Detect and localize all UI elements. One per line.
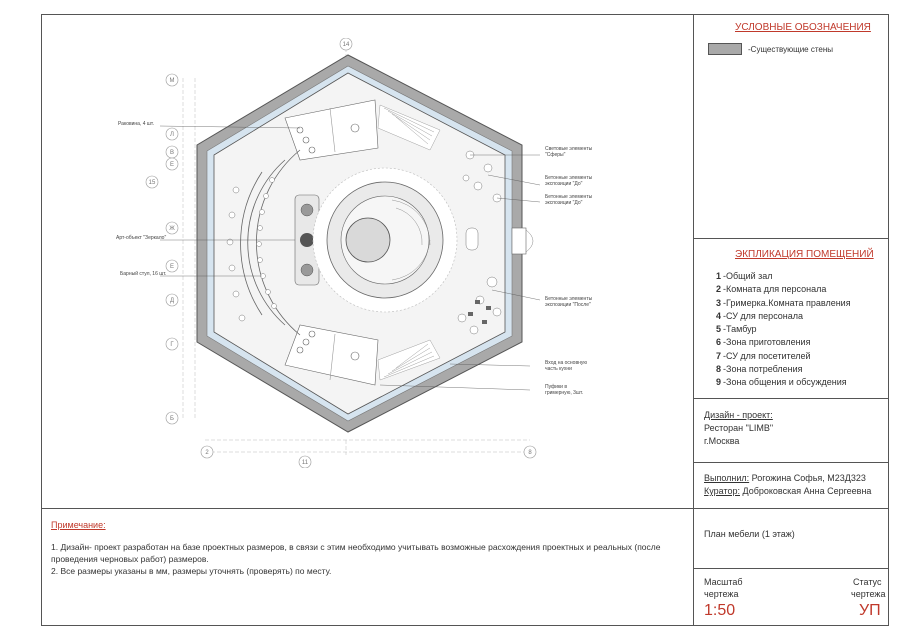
existing-walls-swatch (708, 43, 742, 55)
status-value: УП (859, 602, 881, 619)
svg-text:Д: Д (169, 298, 175, 304)
svg-text:Г: Г (170, 342, 174, 348)
svg-text:Л: Л (170, 132, 174, 138)
svg-text:В: В (169, 150, 175, 156)
floor-plan (125, 38, 565, 468)
title-block-divider (693, 14, 694, 626)
legend-item-label: -Существующие стены (748, 45, 834, 54)
svg-text:15: 15 (148, 180, 156, 186)
project-name: Ресторан "LIMB" (704, 423, 774, 433)
room-item: 6 -Зона приготовления (716, 337, 811, 348)
note-line-3: 2. Все размеры указаны в мм, размеры уточнять (проверять) по месту. (51, 566, 332, 576)
project-divider (693, 462, 889, 463)
room-item: 4 -СУ для персонала (716, 310, 804, 321)
note-line-2: проведения черновых работ) размеров. (51, 554, 209, 564)
room-list (716, 270, 851, 390)
room-item: 1 -Общий зал (716, 271, 773, 281)
room-item: 2 -Комната для персонала (716, 284, 827, 295)
axis-label-bottom-left: 2 (205, 450, 209, 456)
svg-text:Е: Е (169, 162, 175, 168)
entrance-door (512, 228, 533, 254)
room-item: 5 -Тамбур (716, 324, 757, 335)
label-art-object: Арт-объект "Зеркало" (116, 235, 167, 241)
scale-value: 1:50 (704, 602, 736, 619)
sheet-title: План мебели (1 этаж) (704, 529, 795, 539)
axis-label-top: 14 (342, 42, 350, 48)
label-sinks: Раковина, 4 шт. (118, 121, 155, 127)
label-poufs: Пуфики в гримерную, 3шт. (545, 384, 584, 396)
legend-title: УСЛОВНЫЕ ОБОЗНАЧЕНИЯ (735, 22, 871, 33)
svg-text:Б: Б (170, 416, 174, 422)
note-line-1: 1. Дизайн- проект разработан на базе проектных размеров, в связи с этим необходимо учитывать возможные расхождения проектных и реальных (после (51, 542, 661, 552)
svg-text:М: М (169, 78, 175, 84)
svg-text:Ж: Ж (169, 226, 175, 232)
authors-divider (693, 508, 889, 509)
label-bar-stools: Барный стул, 16 шт. (120, 271, 167, 277)
room-item: 3 -Гримерка.Комната правления (716, 297, 851, 308)
label-light-elements: Световые элементы "Сферы" (545, 146, 593, 158)
note-divider (41, 508, 693, 509)
project-city: г.Москва (704, 436, 740, 446)
axis-label-bottom: 11 (301, 460, 309, 466)
legend-divider (693, 238, 889, 239)
room-item: 7 -СУ для посетителей (716, 350, 811, 361)
curator: Куратор: Доброковская Анна Сергеевна (704, 486, 872, 496)
label-concrete-do: Бетонные элементы экспозиции "До" (545, 175, 593, 187)
project-label: Дизайн - проект: (704, 410, 773, 420)
axis-label-bottom-right: 8 (528, 450, 532, 456)
room-item: 8 -Зона потребления (716, 364, 803, 375)
scale-label-2: чертежа (704, 589, 739, 599)
status-label-2: чертежа (851, 589, 886, 599)
scale-label-1: Масштаб (704, 577, 743, 587)
room-item: 9 -Зона общения и обсуждения (716, 377, 847, 388)
central-kitchen (313, 168, 457, 312)
label-kitchen-entrance: Вход на основную часть кухни (545, 360, 588, 372)
sheet-title-divider (693, 568, 889, 569)
svg-text:Е: Е (169, 264, 175, 270)
explication-title: ЭКПЛИКАЦИЯ ПОМЕЩЕНИЙ (735, 249, 874, 260)
note-title: Примечание: (51, 520, 106, 530)
label-concrete-do-2: Бетонные элементы экспозиции "До" (545, 194, 593, 206)
status-label-1: Статус (853, 577, 882, 587)
label-concrete-after: Бетонные элементы экспозиции "После" (545, 296, 593, 308)
explication-divider (693, 398, 889, 399)
executed-by: Выполнил: Рогожина Софья, М23Д323 (704, 473, 866, 483)
